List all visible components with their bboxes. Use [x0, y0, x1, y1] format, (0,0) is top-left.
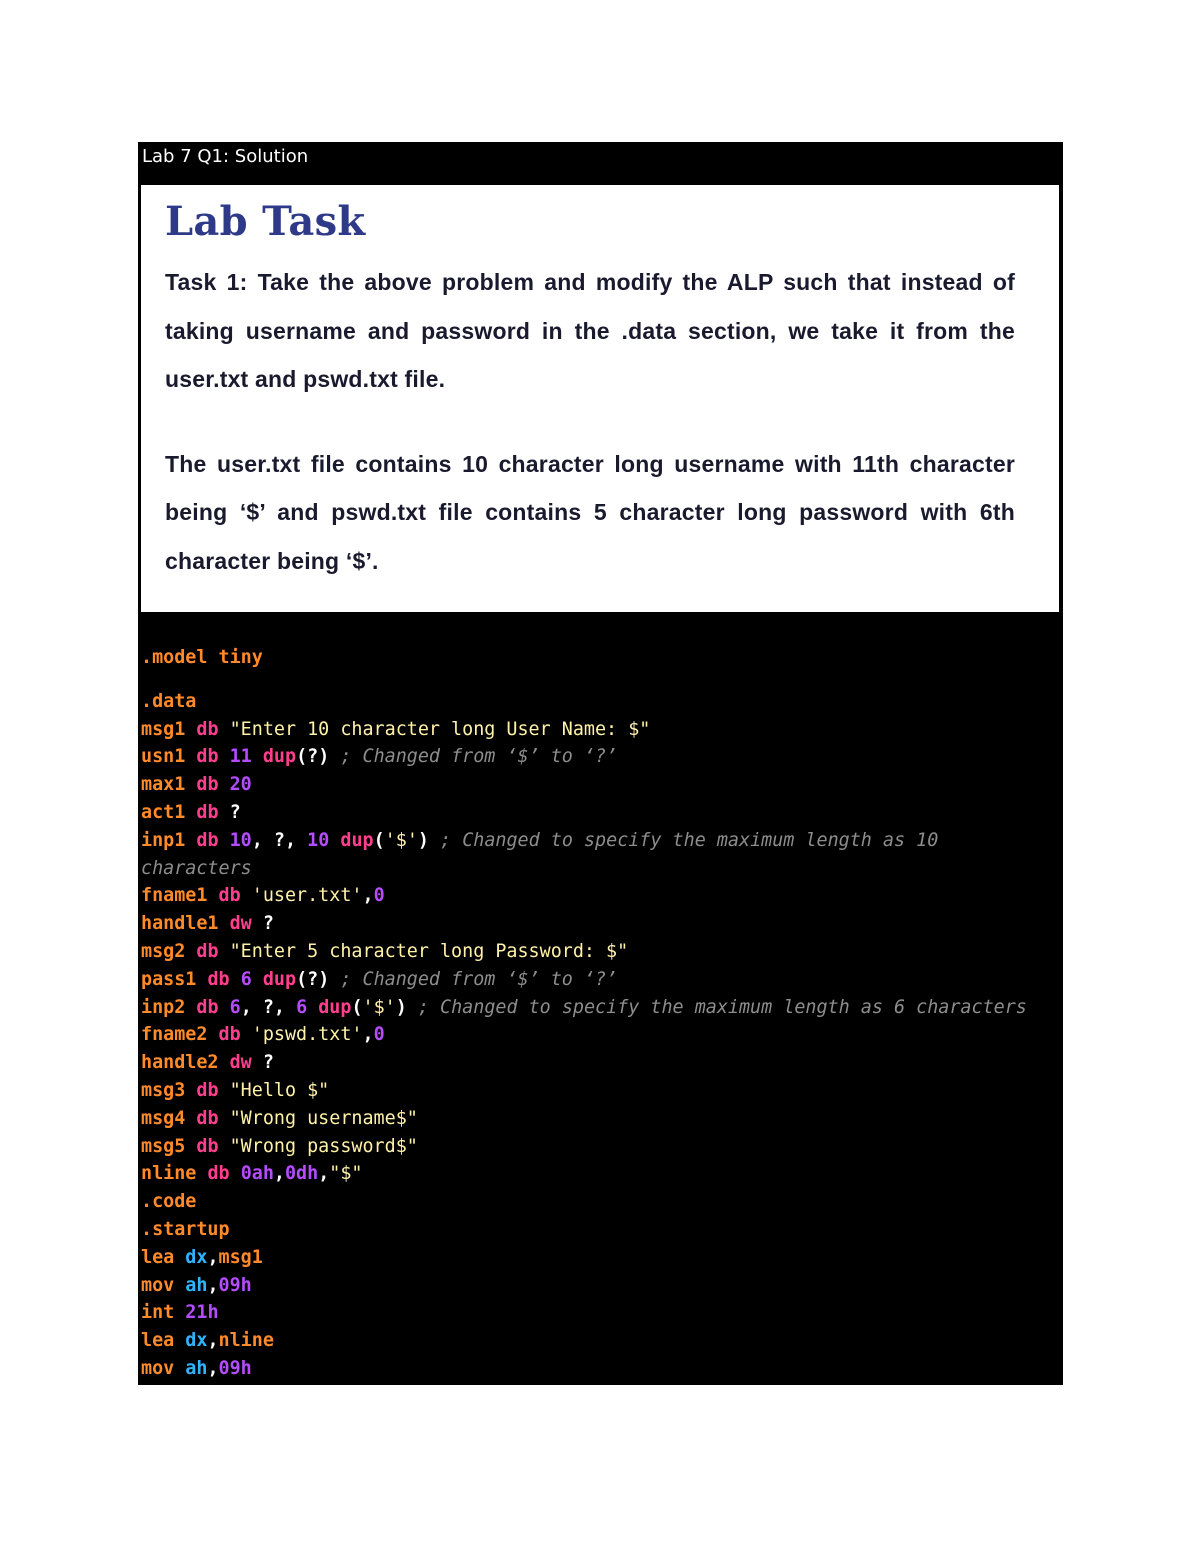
code-token-num: 0dh: [284, 1163, 319, 1185]
code-space: [329, 746, 340, 767]
code-space: [329, 969, 340, 990]
code-space: [219, 941, 230, 962]
code-token-key: msg2: [141, 940, 186, 962]
code-line: [141, 1077, 1027, 1105]
code-token-key: lea: [141, 1246, 175, 1268]
code-token-num: 09h: [218, 1274, 252, 1296]
code-line: [141, 938, 1027, 966]
code-token-kw: db: [196, 1107, 219, 1129]
code-token-op: ,: [362, 1024, 374, 1046]
code-token-num: 6: [240, 968, 252, 990]
code-token-kw: db: [218, 1024, 241, 1046]
code-space: [185, 997, 196, 1018]
code-token-op: ,: [207, 1246, 219, 1268]
code-token-key: max1: [141, 774, 186, 796]
code-line: [141, 1355, 1027, 1383]
code-line: [141, 966, 1027, 994]
code-token-key: msg3: [141, 1079, 186, 1101]
code-token-str: "Wrong password$": [229, 1135, 418, 1157]
code-token-op: (?): [296, 968, 330, 990]
code-space: [185, 941, 196, 962]
code-token-key: nline: [218, 1330, 274, 1352]
code-token-kw: db: [196, 829, 219, 851]
code-token-key: msg1: [141, 718, 186, 740]
code-line: [141, 644, 1027, 672]
code-token-cmt: ; Changed to specify the maximum length as 6 characters: [417, 996, 1027, 1018]
code-space: [307, 997, 318, 1018]
code-token-key: .data: [141, 690, 197, 712]
code-space: [252, 746, 263, 767]
code-token-str: "Enter 5 character long Password: $": [229, 940, 629, 962]
code-space: [185, 802, 196, 823]
code-space: [407, 997, 418, 1018]
code-space: [241, 1024, 252, 1045]
code-space: [252, 1052, 263, 1073]
code-token-str: "$": [329, 1163, 363, 1185]
code-token-kw: db: [196, 1135, 219, 1157]
code-token-kw: db: [207, 968, 230, 990]
code-space: [185, 774, 196, 795]
code-space: [185, 1136, 196, 1157]
code-token-reg: dx: [185, 1246, 208, 1268]
code-token-kw: db: [196, 1079, 219, 1101]
code-token-kw: db: [196, 718, 219, 740]
code-token-kw: db: [218, 885, 241, 907]
code-space: [174, 1275, 185, 1296]
code-token-op: ,: [362, 885, 374, 907]
code-line: [141, 1049, 1027, 1077]
code-line: [141, 1299, 1027, 1327]
code-space: [252, 913, 263, 934]
code-space: [174, 1358, 185, 1379]
code-line: [141, 1244, 1027, 1272]
code-token-key: mov: [141, 1357, 175, 1379]
code-token-num: 6: [296, 996, 308, 1018]
code-token-op: ?: [229, 801, 241, 823]
code-token-num: 10: [307, 829, 330, 851]
code-token-kw: db: [196, 801, 219, 823]
code-line: [141, 1105, 1027, 1133]
code-token-num: 10: [229, 829, 252, 851]
document-page: [138, 142, 1063, 1385]
code-space: [196, 1163, 207, 1184]
code-token-kw: db: [207, 1163, 230, 1185]
code-line: [141, 882, 1027, 910]
code-token-op: (: [351, 996, 363, 1018]
code-token-kw: dup: [340, 829, 374, 851]
code-token-op: ,: [207, 1357, 219, 1379]
code-space: [185, 719, 196, 740]
code-token-key: msg4: [141, 1107, 186, 1129]
code-space: [219, 830, 230, 851]
code-token-kw: dw: [229, 1052, 252, 1074]
code-token-key: act1: [141, 801, 186, 823]
code-line: [141, 1327, 1027, 1355]
code-token-str: "Hello $": [229, 1079, 330, 1101]
code-space: [174, 1302, 185, 1323]
code-listing: [141, 644, 1027, 1383]
code-token-reg: dx: [185, 1330, 208, 1352]
code-space: [219, 1108, 230, 1129]
code-token-key: .code: [141, 1191, 197, 1213]
code-space: [185, 1080, 196, 1101]
code-line: [141, 1021, 1027, 1049]
code-token-key: fname2: [141, 1024, 208, 1046]
page-header-title: Lab 7 Q1: Solution: [142, 146, 309, 167]
code-space: [219, 1052, 230, 1073]
code-space: [174, 1247, 185, 1268]
code-line: [141, 855, 1027, 883]
code-space: [230, 969, 241, 990]
code-token-num: 09h: [218, 1357, 252, 1379]
code-space: [207, 885, 218, 906]
code-token-key: usn1: [141, 746, 186, 768]
code-token-kw: dw: [229, 913, 252, 935]
code-token-key: mov: [141, 1274, 175, 1296]
code-token-op: ?: [262, 913, 274, 935]
code-token-key: inp1: [141, 829, 186, 851]
code-token-kw: db: [196, 774, 219, 796]
code-space: [196, 969, 207, 990]
code-token-cmt: characters: [141, 857, 252, 879]
code-token-num: 20: [229, 774, 252, 796]
code-token-reg: ah: [185, 1274, 208, 1296]
code-token-num: 0: [373, 1024, 385, 1046]
code-token-kw: db: [196, 996, 219, 1018]
code-token-kw: db: [196, 940, 219, 962]
code-space: [219, 913, 230, 934]
code-token-key: handle1: [141, 913, 219, 935]
code-token-num: 0ah: [240, 1163, 274, 1185]
task-paragraph-1: Task 1: Take the above problem and modify the ALP such that instead of taking username and password in the .data section, we take it from the user.txt and pswd.txt file.: [165, 269, 1015, 392]
code-token-key: msg5: [141, 1135, 186, 1157]
code-space: [219, 1080, 230, 1101]
code-token-cmt: ; Changed from ‘$’ to ‘?’: [340, 746, 618, 768]
code-token-num: 11: [229, 746, 252, 768]
code-space: [219, 774, 230, 795]
code-space: [174, 1330, 185, 1351]
code-line: [141, 827, 1027, 855]
code-token-cmt: ; Changed to specify the maximum length as 10: [440, 829, 939, 851]
code-token-key: pass1: [141, 968, 197, 990]
code-token-cmt: ; Changed from ‘$’ to ‘?’: [340, 968, 618, 990]
code-space: [252, 969, 263, 990]
code-token-str: '$': [362, 996, 396, 1018]
code-line: [141, 688, 1027, 716]
code-space: [219, 997, 230, 1018]
code-token-op: ?: [262, 1052, 274, 1074]
code-token-key: inp2: [141, 996, 186, 1018]
task-paragraph-2: The user.txt file contains 10 character long username with 11th character being ‘$’ and pswd.txt file contains 5 character long password with 6th character being ‘$’.: [165, 450, 1015, 574]
code-space: [185, 830, 196, 851]
code-token-op: , ?,: [240, 996, 297, 1018]
code-line: [141, 1272, 1027, 1300]
code-line: [141, 1216, 1027, 1244]
code-line: [141, 1188, 1027, 1216]
code-space: [230, 1163, 241, 1184]
lab-task-card: [141, 185, 1059, 612]
code-space: [185, 1108, 196, 1129]
code-token-key: handle2: [141, 1052, 219, 1074]
code-space: [185, 746, 196, 767]
code-line: [141, 743, 1027, 771]
code-token-kw: db: [196, 746, 219, 768]
code-token-op: , ?,: [251, 829, 308, 851]
code-space: [207, 1024, 218, 1045]
code-token-num: 0: [373, 885, 385, 907]
code-space: [219, 1136, 230, 1157]
code-token-key: fname1: [141, 885, 208, 907]
code-token-num: 21h: [185, 1302, 219, 1324]
code-space: [219, 719, 230, 740]
code-token-key: int: [141, 1302, 175, 1324]
code-token-op: ,: [273, 1163, 285, 1185]
code-token-str: 'user.txt': [251, 885, 363, 907]
code-token-kw: dup: [318, 996, 352, 1018]
code-token-key: msg1: [218, 1246, 263, 1268]
code-token-num: 6: [229, 996, 241, 1018]
code-token-op: ,: [318, 1163, 330, 1185]
code-token-op: ): [417, 829, 429, 851]
code-token-kw: dup: [262, 968, 297, 990]
code-token-str: '$': [384, 829, 418, 851]
code-space: [219, 746, 230, 767]
code-token-kw: dup: [262, 746, 297, 768]
code-line: [141, 771, 1027, 799]
code-token-key: .startup: [141, 1218, 230, 1240]
code-token-reg: ah: [185, 1357, 208, 1379]
code-line: [141, 1133, 1027, 1161]
code-token-key: lea: [141, 1330, 175, 1352]
code-line: [141, 716, 1027, 744]
code-line: [141, 910, 1027, 938]
code-line: [141, 1160, 1027, 1188]
code-token-str: "Enter 10 character long User Name: $": [229, 718, 651, 740]
code-space: [241, 885, 252, 906]
code-token-op: ,: [207, 1274, 219, 1296]
code-token-str: "Wrong username$": [229, 1107, 418, 1129]
code-token-str: 'pswd.txt': [251, 1024, 363, 1046]
code-line: [141, 994, 1027, 1022]
code-space: [429, 830, 440, 851]
code-token-key: nline: [141, 1163, 197, 1185]
code-line: [141, 799, 1027, 827]
code-token-op: ): [395, 996, 407, 1018]
code-token-key: .model tiny: [141, 647, 263, 668]
code-space: [219, 802, 230, 823]
lab-task-heading: Lab Task: [165, 198, 366, 245]
code-space: [329, 830, 340, 851]
code-token-op: (: [373, 829, 385, 851]
code-token-op: (?): [296, 746, 330, 768]
code-token-op: ,: [207, 1330, 219, 1352]
